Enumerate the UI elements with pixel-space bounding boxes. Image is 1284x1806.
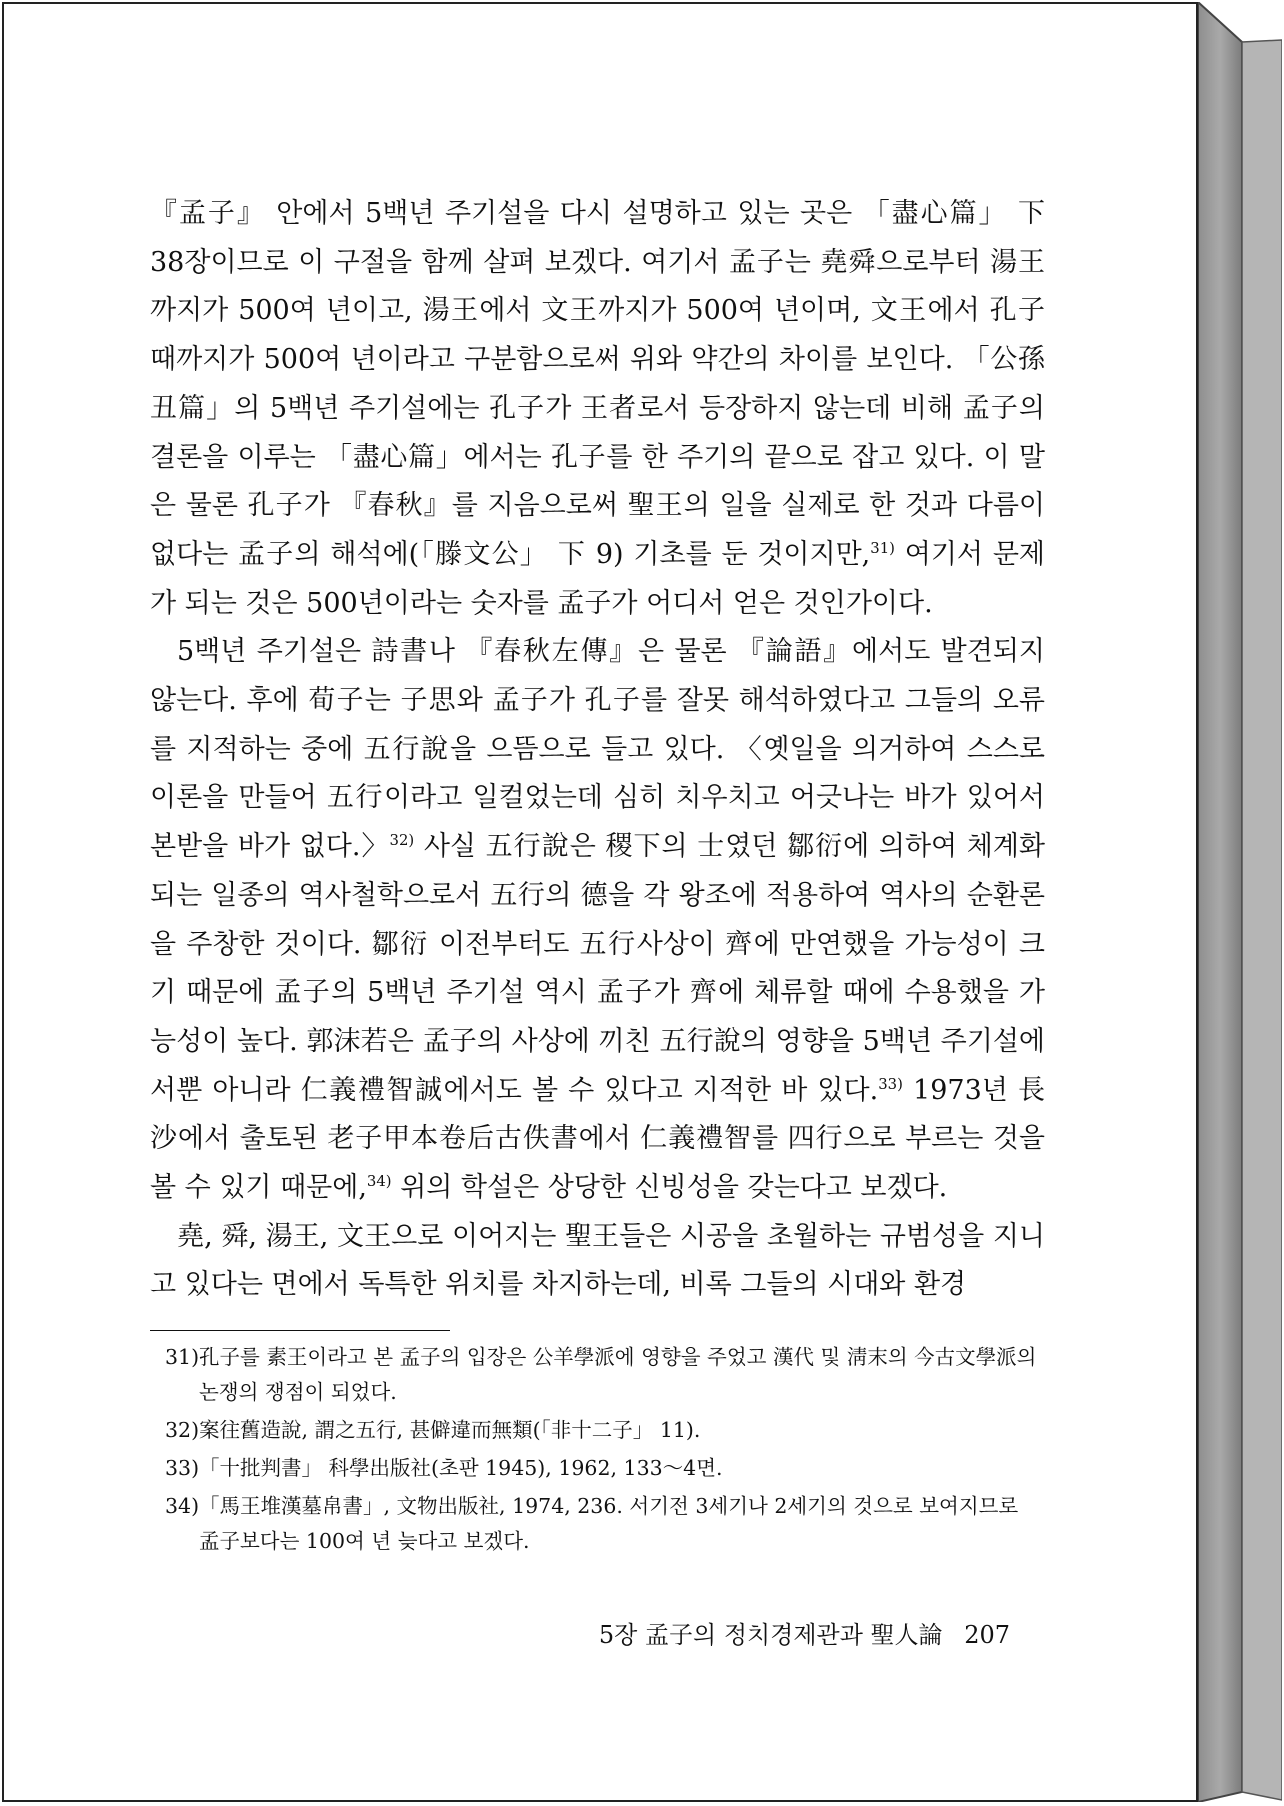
footnote-text: 孔子를 素王이라고 본 孟子의 입장은 公羊學派에 영향을 주었고 漢代 및 淸末의 今古文學派의 논쟁의 쟁점이 되었다. xyxy=(199,1345,1037,1404)
page-number: 207 xyxy=(964,1621,1010,1649)
paragraph-text: 堯, 舜, 湯王, 文王으로 이어지는 聖王들은 시공을 초월하는 규범성을 지니고 있다는 면에서 독특한 위치를 차지하는데, 비록 그들의 시대와 환경 xyxy=(150,1220,1045,1301)
footnote xyxy=(165,1340,1045,1410)
footnote-number: 34) xyxy=(165,1494,200,1518)
running-footer xyxy=(590,1615,1010,1650)
footnote-ref: 32) xyxy=(389,831,415,850)
footnote-divider xyxy=(150,1330,450,1331)
paragraph-text: 5백년 주기설은 詩書나 『春秋左傳』은 물론 『論語』에서도 발견되지 않는다. 후에 荀子는 子思와 孟子가 孔子를 잘못 해석하였다고 그들의 오류를 지적하는 중에 五行說을 으뜸으로 들고 있다. 〈옛일을 의거하여 스스로 이론을 만들어 五行이라고 일컬었는데 심히 치우치고 어긋나는 바가 있어서 본받을 바가 없다.〉 xyxy=(150,636,1045,863)
paragraph-text: 여기서 문제가 되는 것은 500년이라는 숫자를 孟子가 어디서 얻은 것인가이다. xyxy=(150,538,1045,619)
footnote-text: 「馬王堆漢墓帛書」, 文物出版社, 1974, 236. 서기전 3세기나 2세기의 것으로 보여지므로 孟子보다는 100여 년 늦다고 보겠다. xyxy=(199,1494,1019,1553)
footnote-number: 31) xyxy=(165,1345,200,1369)
footnotes xyxy=(165,1340,1045,1562)
footnote-text: 「十批判書」 科學出版社(초판 1945), 1962, 133～4면. xyxy=(199,1456,723,1480)
paragraph xyxy=(150,1213,1045,1310)
footnote-number: 32) xyxy=(165,1418,200,1442)
footnote xyxy=(165,1413,1045,1448)
paragraph xyxy=(150,190,1045,628)
book-spine xyxy=(1198,2,1282,1802)
footnote-text: 案往舊造說, 謂之五行, 甚僻違而無類(「非十二子」 11). xyxy=(199,1418,701,1442)
footnote-ref: 33) xyxy=(878,1074,903,1093)
paragraph xyxy=(150,628,1045,1212)
footnote-number: 33) xyxy=(165,1456,200,1480)
chapter-label: 5장 xyxy=(598,1621,638,1649)
paragraph-text: 사실 五行說은 稷下의 士였던 鄒衍에 의하여 체계화되는 일종의 역사철학으로서 五行의 德을 각 왕조에 적용하여 역사의 순환론을 주창한 것이다. 鄒衍 이전부터도 五行사상이 齊에 만연했을 가능성이 크기 때문에 孟子의 5백년 주기설 역시 孟子가 齊에 체류할 때에 수용했을 가능성이 높다. 郭沫若은 孟子의 사상에 끼친 五行說의 영향을 5백년 주기설에서뿐 아니라 仁義禮智誠에서도 볼 수 있다고 지적한 바 있다. xyxy=(150,831,1045,1106)
chapter-title: 孟子의 정치경제관과 聖人論 xyxy=(645,1621,943,1649)
body-text xyxy=(150,190,1045,1310)
footnote-ref: 34) xyxy=(366,1172,392,1191)
footnote xyxy=(165,1451,1045,1486)
footnote xyxy=(165,1489,1045,1559)
paragraph-text: 위의 학설은 상당한 신빙성을 갖는다고 보겠다. xyxy=(400,1172,948,1204)
paragraph-text: 『孟子』 안에서 5백년 주기설을 다시 설명하고 있는 곳은 「盡心篇」 下 38장이므로 이 구절을 함께 살펴 보겠다. 여기서 孟子는 堯舜으로부터 湯王까지가 500여 년이고, 湯王에서 文王까지가 500여 년이며, 文王에서 孔子때까지가 500여 년이라고 구분함으로써 위와 약간의 차이를 보인다. 「公孫丑篇」의 5백년 주기설에는 孔子가 王者로서 등장하지 않는데 비해 孟子의 결론을 이루는 「盡心篇」에서는 孔子를 한 주기의 끝으로 잡고 있다. 이 말은 물론 孔子가 『春秋』를 지음으로써 聖王의 일을 실제로 한 것과 다름이 없다는 孟子의 해석에(「滕文公」 下 9) 기초를 둔 것이지만, xyxy=(150,198,1045,570)
footnote-ref: 31) xyxy=(870,538,895,557)
paragraph-text: 1973년 長沙에서 출토된 老子甲本卷后古佚書에서 仁義禮智를 四行으로 부르는 것을 볼 수 있기 때문에, xyxy=(150,1074,1045,1204)
